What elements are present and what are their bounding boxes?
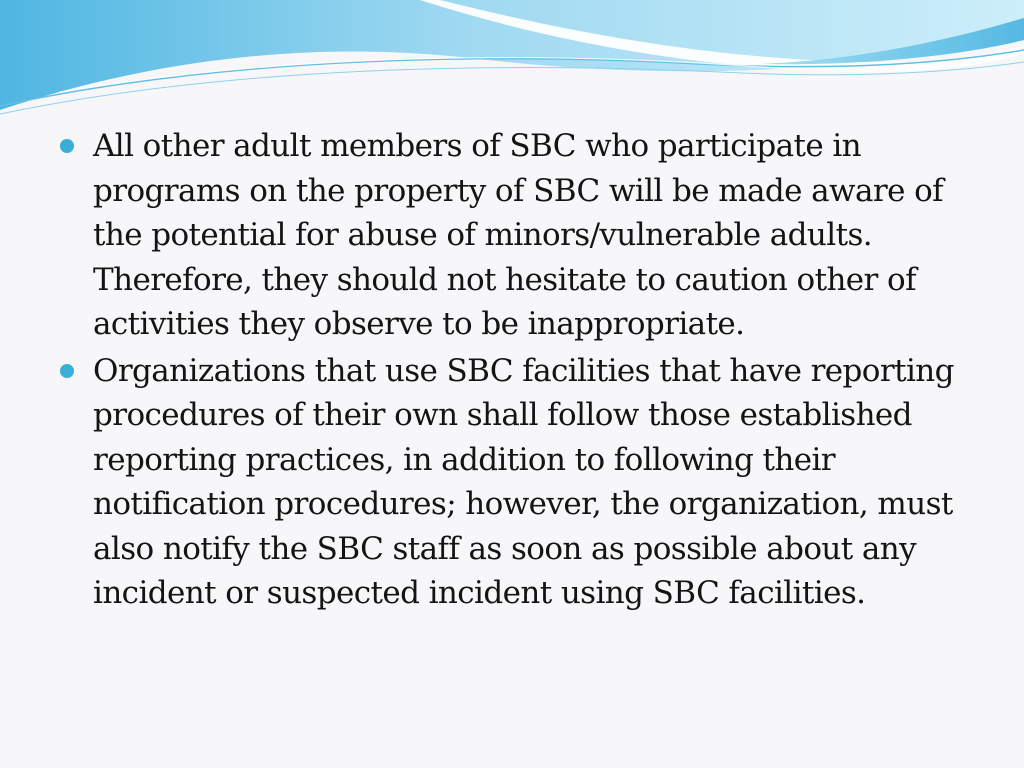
bullet-item-1: [60, 124, 980, 347]
bullet-list: [60, 124, 980, 616]
header-wave-decoration: [0, 0, 1024, 130]
bullet-dot-icon: [60, 364, 74, 378]
bullet-dot-icon: [60, 139, 74, 153]
bullet-text-2: Organizations that use SBC facilities that have reporting procedures of their own shall follow those established reporting practices, in addition to following their notification procedures; however, the organization, must also notify the SBC staff as soon as possible about any incident or suspected incident using SBC facilities.: [93, 352, 954, 611]
bullet-text-1: All other adult members of SBC who participate in programs on the property of SBC will be made aware of the potential for abuse of minors/vulnerable adults. Therefore, they should not hesitate to caution other of activities they observe to be inappropriate.: [93, 128, 944, 342]
bullet-item-2: [60, 349, 980, 616]
content-area: [60, 124, 980, 618]
